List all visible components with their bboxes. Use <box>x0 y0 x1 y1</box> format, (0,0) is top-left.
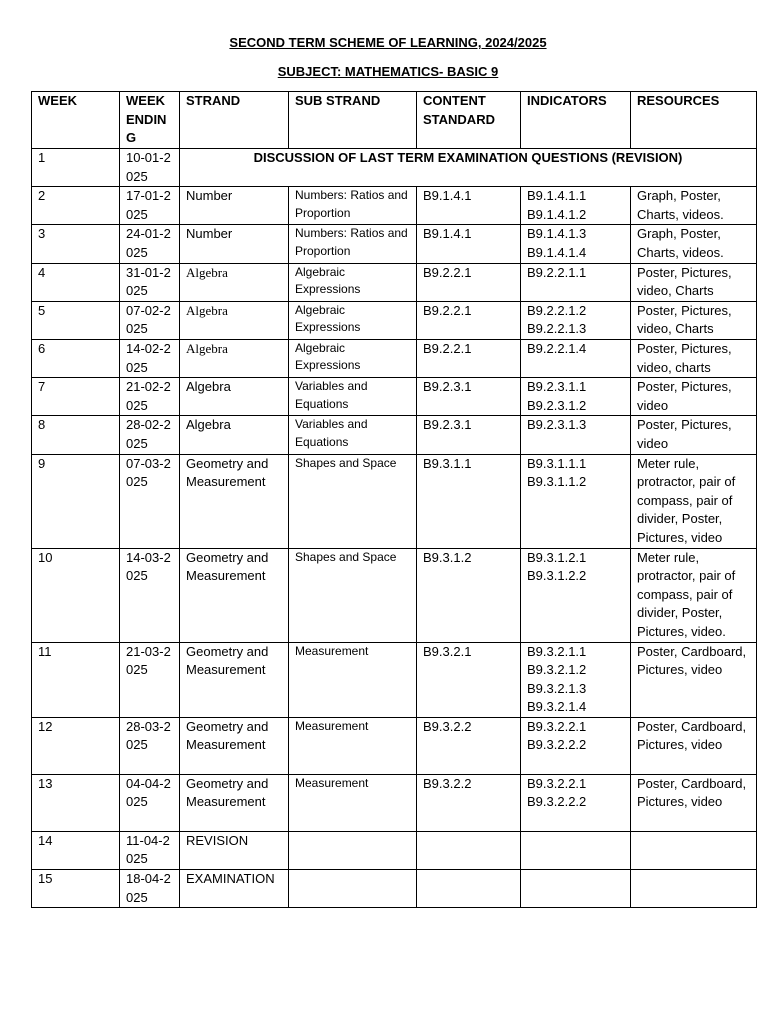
content-standard-cell <box>417 870 521 908</box>
resources-cell: Poster, Cardboard, Pictures, video <box>631 642 757 717</box>
table-row <box>32 774 757 831</box>
week-ending-cell: 10-01-2025 <box>120 149 180 187</box>
week-ending-cell: 04-04-2025 <box>120 774 180 831</box>
week-cell: 8 <box>32 416 120 454</box>
strand-cell: Number <box>180 187 289 225</box>
resources-cell: Meter rule, protractor, pair of compass, pair of divider, Poster, Pictures, video. <box>631 548 757 642</box>
indicator-code: B9.3.2.1.2 <box>527 662 587 678</box>
resources-cell: Poster, Pictures, video <box>631 416 757 454</box>
sub-strand-cell: Numbers: Ratios and Proportion <box>289 225 417 263</box>
indicator-code: B9.3.2.2.2 <box>527 737 587 753</box>
strand-cell: REVISION <box>180 831 289 869</box>
sub-strand-cell: Numbers: Ratios and Proportion <box>289 187 417 225</box>
table-row <box>32 301 757 339</box>
week-ending-cell: 14-03-2025 <box>120 548 180 642</box>
indicators-cell <box>521 548 631 642</box>
discussion-cell: DISCUSSION OF LAST TERM EXAMINATION QUESTIONS (REVISION) <box>180 149 757 187</box>
table-row <box>32 187 757 225</box>
header-content-standard: CONTENT STANDARD <box>417 92 521 149</box>
indicator-code: B9.2.3.1.1 <box>527 379 587 395</box>
sub-strand-cell: Variables and Equations <box>289 378 417 416</box>
sub-strand-cell: Shapes and Space <box>289 548 417 642</box>
header-strand: STRAND <box>180 92 289 149</box>
resources-cell <box>631 831 757 869</box>
content-standard-cell: B9.3.1.1 <box>417 454 521 548</box>
week-cell: 14 <box>32 831 120 869</box>
week-ending-cell: 24-01-2025 <box>120 225 180 263</box>
content-standard-cell: B9.1.4.1 <box>417 225 521 263</box>
sub-strand-cell <box>289 870 417 908</box>
table-row <box>32 831 757 869</box>
document-title: SECOND TERM SCHEME OF LEARNING, 2024/2025 <box>229 35 547 50</box>
content-standard-cell: B9.2.3.1 <box>417 378 521 416</box>
resources-cell: Poster, Pictures, video, Charts <box>631 263 757 301</box>
indicators-cell <box>521 642 631 717</box>
header-week-ending: WEEK ENDING <box>120 92 180 149</box>
content-standard-cell: B9.3.2.2 <box>417 717 521 774</box>
week-ending-cell: 07-03-2025 <box>120 454 180 548</box>
indicator-code: B9.3.2.2.1 <box>527 718 587 734</box>
table-row <box>32 642 757 717</box>
table-row <box>32 263 757 301</box>
sub-strand-cell: Algebraic Expressions <box>289 339 417 377</box>
content-standard-cell: B9.3.1.2 <box>417 548 521 642</box>
week-cell: 15 <box>32 870 120 908</box>
sub-strand-cell: Measurement <box>289 717 417 774</box>
table-row <box>32 717 757 774</box>
indicator-code: B9.3.1.1.1 <box>527 455 587 471</box>
indicator-code: B9.3.2.2.1 <box>527 775 587 791</box>
indicators-cell <box>521 225 631 263</box>
content-standard-cell: B9.2.3.1 <box>417 416 521 454</box>
week-ending-cell: 14-02-2025 <box>120 339 180 377</box>
strand-cell: Geometry and Measurement <box>180 717 289 774</box>
indicators-cell <box>521 831 631 869</box>
indicator-code: B9.1.4.1.3 <box>527 226 587 242</box>
indicator-code: B9.3.2.2.2 <box>527 794 587 810</box>
table-row <box>32 225 757 263</box>
week-cell: 3 <box>32 225 120 263</box>
resources-cell: Meter rule, protractor, pair of compass, pair of divider, Poster, Pictures, video <box>631 454 757 548</box>
content-standard-cell <box>417 831 521 869</box>
header-resources: RESOURCES <box>631 92 757 149</box>
indicators-cell <box>521 774 631 831</box>
header-sub-strand: SUB STRAND <box>289 92 417 149</box>
indicator-code: B9.3.1.2.1 <box>527 549 587 565</box>
table-row <box>32 149 757 187</box>
resources-cell: Poster, Pictures, video, charts <box>631 339 757 377</box>
indicator-code: B9.3.2.1.4 <box>527 699 587 715</box>
week-cell: 7 <box>32 378 120 416</box>
week-ending-cell: 28-02-2025 <box>120 416 180 454</box>
indicator-code: B9.2.3.1.3 <box>527 417 587 433</box>
week-cell: 2 <box>32 187 120 225</box>
indicator-code: B9.2.3.1.2 <box>527 397 587 413</box>
resources-cell: Graph, Poster, Charts, videos. <box>631 187 757 225</box>
indicator-code: B9.2.2.1.1 <box>527 264 587 280</box>
week-cell: 6 <box>32 339 120 377</box>
strand-cell: EXAMINATION <box>180 870 289 908</box>
content-standard-cell: B9.3.2.1 <box>417 642 521 717</box>
indicators-cell <box>521 870 631 908</box>
week-ending-cell: 18-04-2025 <box>120 870 180 908</box>
content-standard-cell: B9.1.4.1 <box>417 187 521 225</box>
table-row <box>32 339 757 377</box>
resources-cell: Graph, Poster, Charts, videos. <box>631 225 757 263</box>
sub-strand-cell: Shapes and Space <box>289 454 417 548</box>
week-ending-cell: 11-04-2025 <box>120 831 180 869</box>
scheme-table <box>31 91 757 908</box>
content-standard-cell: B9.2.2.1 <box>417 301 521 339</box>
week-cell: 13 <box>32 774 120 831</box>
indicators-cell <box>521 454 631 548</box>
sub-strand-cell: Algebraic Expressions <box>289 301 417 339</box>
strand-cell: Geometry and Measurement <box>180 454 289 548</box>
week-ending-cell: 31-01-2025 <box>120 263 180 301</box>
resources-cell: Poster, Cardboard, Pictures, video <box>631 774 757 831</box>
strand-cell: Geometry and Measurement <box>180 548 289 642</box>
sub-strand-cell: Algebraic Expressions <box>289 263 417 301</box>
resources-cell: Poster, Cardboard, Pictures, video <box>631 717 757 774</box>
table-row <box>32 454 757 548</box>
week-ending-cell: 07-02-2025 <box>120 301 180 339</box>
sub-strand-cell: Measurement <box>289 774 417 831</box>
indicator-code: B9.1.4.1.4 <box>527 244 587 260</box>
sub-strand-cell: Variables and Equations <box>289 416 417 454</box>
week-ending-cell: 17-01-2025 <box>120 187 180 225</box>
content-standard-cell: B9.2.2.1 <box>417 339 521 377</box>
week-cell: 5 <box>32 301 120 339</box>
header-indicators: INDICATORS <box>521 92 631 149</box>
strand-cell: Algebra <box>180 263 289 301</box>
table-row <box>32 548 757 642</box>
indicator-code: B9.3.2.1.3 <box>527 680 587 696</box>
indicator-code: B9.3.1.2.2 <box>527 568 587 584</box>
week-cell: 11 <box>32 642 120 717</box>
indicator-code: B9.1.4.1.1 <box>527 188 587 204</box>
indicators-cell <box>521 378 631 416</box>
strand-cell: Algebra <box>180 339 289 377</box>
indicator-code: B9.2.2.1.3 <box>527 321 587 337</box>
subject-heading: SUBJECT: MATHEMATICS- BASIC 9 <box>277 64 499 79</box>
indicator-code: B9.2.2.1.4 <box>527 340 587 356</box>
week-ending-cell: 21-03-2025 <box>120 642 180 717</box>
strand-cell: Algebra <box>180 378 289 416</box>
content-standard-cell: B9.3.2.2 <box>417 774 521 831</box>
header-week: WEEK <box>32 92 120 149</box>
strand-cell: Geometry and Measurement <box>180 774 289 831</box>
indicators-cell <box>521 416 631 454</box>
sub-strand-cell: Measurement <box>289 642 417 717</box>
strand-cell: Algebra <box>180 301 289 339</box>
indicators-cell <box>521 301 631 339</box>
indicator-code: B9.3.2.1.1 <box>527 643 587 659</box>
week-cell: 1 <box>32 149 120 187</box>
indicator-code: B9.3.1.1.2 <box>527 474 587 490</box>
indicator-code: B9.1.4.1.2 <box>527 206 587 222</box>
indicators-cell <box>521 717 631 774</box>
week-cell: 10 <box>32 548 120 642</box>
indicators-cell <box>521 187 631 225</box>
week-ending-cell: 28-03-2025 <box>120 717 180 774</box>
week-cell: 4 <box>32 263 120 301</box>
week-cell: 12 <box>32 717 120 774</box>
resources-cell: Poster, Pictures, video <box>631 378 757 416</box>
week-cell: 9 <box>32 454 120 548</box>
sub-strand-cell <box>289 831 417 869</box>
indicators-cell <box>521 263 631 301</box>
resources-cell: Poster, Pictures, video, Charts <box>631 301 757 339</box>
indicators-cell <box>521 339 631 377</box>
strand-cell: Algebra <box>180 416 289 454</box>
table-row <box>32 378 757 416</box>
indicator-code: B9.2.2.1.2 <box>527 302 587 318</box>
table-row <box>32 870 757 908</box>
header-row <box>32 92 757 149</box>
strand-cell: Geometry and Measurement <box>180 642 289 717</box>
strand-cell: Number <box>180 225 289 263</box>
content-standard-cell: B9.2.2.1 <box>417 263 521 301</box>
table-row <box>32 416 757 454</box>
week-ending-cell: 21-02-2025 <box>120 378 180 416</box>
resources-cell <box>631 870 757 908</box>
